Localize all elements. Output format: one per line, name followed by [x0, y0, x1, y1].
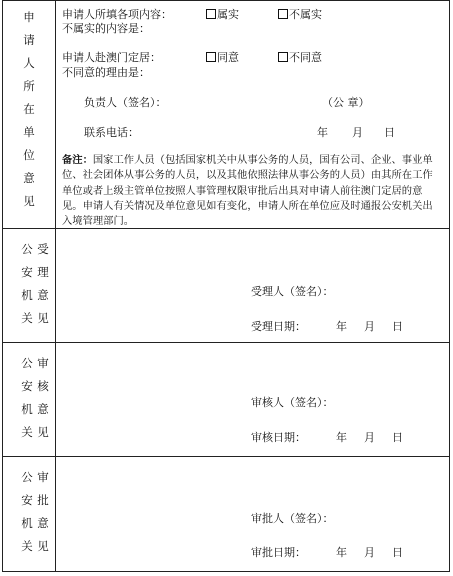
disagree-reason-label: 不同意的理由是： [62, 66, 150, 79]
section1-side-label: 申 请 人 所 在 单 位 意 见 [23, 10, 35, 208]
date-month: 月 [352, 126, 363, 139]
approve-date-month: 月 [364, 546, 375, 559]
section4-side-right: 审 批 意 见 [37, 470, 49, 553]
approve-signer-label: 审批人（签名）： [251, 512, 334, 525]
items-verify-label: 申请人所填各项内容： [62, 8, 172, 21]
checkbox-false[interactable] [278, 9, 288, 19]
accept-date-month: 月 [364, 320, 375, 333]
responsible-person-label: 负责人（签名）： [84, 96, 167, 109]
phone-label: 联系电话： [84, 126, 139, 139]
row-divider [2, 456, 450, 457]
option-disagree[interactable]: 不同意 [278, 51, 322, 65]
date-day: 日 [384, 126, 395, 139]
checkbox-disagree[interactable] [278, 52, 288, 62]
accept-date-year: 年 [336, 320, 347, 333]
review-date-label: 审核日期： [251, 431, 306, 444]
approve-date-day: 日 [392, 546, 403, 559]
table-border-right [449, 0, 450, 572]
review-date-day: 日 [392, 431, 403, 444]
checkbox-agree[interactable] [206, 52, 216, 62]
accept-signer-label: 受理人（签名）： [251, 285, 334, 298]
official-seal-label: （公 章） [322, 96, 370, 109]
checkbox-true[interactable] [206, 9, 216, 19]
note-paragraph [62, 153, 442, 229]
move-to-macau-label: 申请人赴澳门定居： [62, 51, 161, 64]
section2-side-right: 受 理 意 见 [37, 242, 49, 325]
option-false[interactable]: 不属实 [278, 8, 322, 22]
section2-side-left: 公 安 机 关 [21, 242, 33, 325]
accept-date-day: 日 [392, 320, 403, 333]
option-true[interactable]: 属实 [206, 8, 239, 22]
section3-side-left: 公 安 机 关 [21, 356, 33, 439]
note-body: 国家工作人员（包括国家机关中从事公务的人员，国有公司、企业、事业单位、社会团体从事公务的人员，以及其他依照法律从事公务的人员）由其所在工作单位或者上级主管单位按照人事管理权限审批后出具对申请人前往澳门定居的意见。申请人有关情况及单位意见如有变化，申请人所在单位应及时通报公安机关出入境管理部门。 [62, 154, 433, 228]
note-title: 备注： [62, 154, 93, 166]
date-year: 年 [317, 126, 328, 139]
form-table [2, 0, 450, 572]
column-divider [55, 0, 56, 572]
table-border-bottom [2, 571, 450, 572]
review-signer-label: 审核人（签名）： [251, 396, 334, 409]
approve-date-year: 年 [336, 546, 347, 559]
table-border-top [2, 0, 450, 1]
accept-date-label: 受理日期： [251, 320, 306, 333]
review-date-year: 年 [336, 431, 347, 444]
row-divider [2, 342, 450, 343]
table-border-left [2, 0, 3, 572]
approve-date-label: 审批日期： [251, 546, 306, 559]
section3-side-right: 审 核 意 见 [37, 356, 49, 439]
option-agree[interactable]: 同意 [206, 51, 239, 65]
review-date-month: 月 [364, 431, 375, 444]
section4-side-left: 公 安 机 关 [21, 470, 33, 553]
false-content-label: 不属实的内容是： [62, 22, 150, 35]
